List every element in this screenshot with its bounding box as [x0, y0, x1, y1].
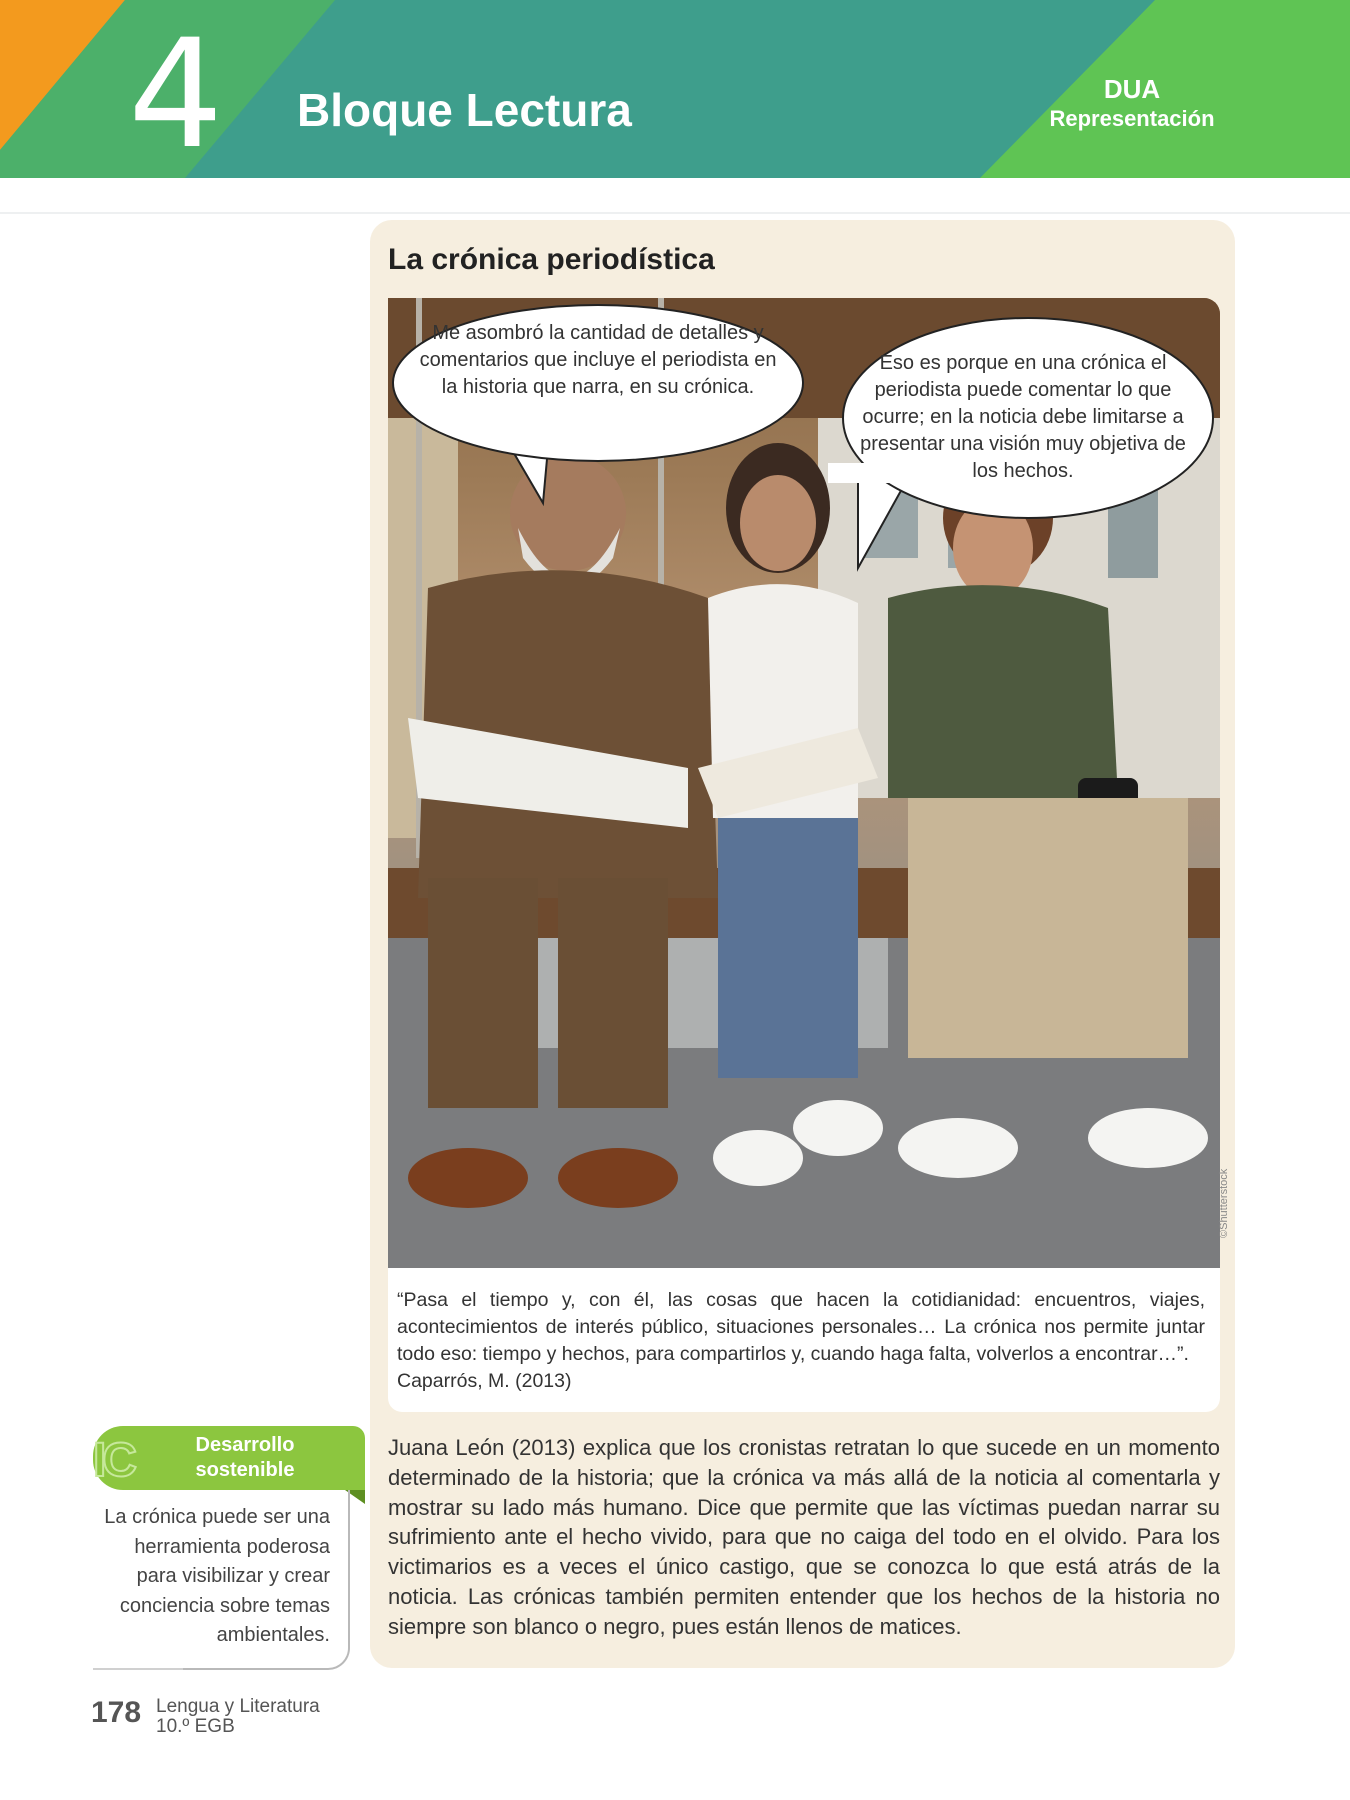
- page-number: 178: [91, 1696, 142, 1729]
- quote-author: Caparrós, M. (2013): [397, 1370, 572, 1392]
- unit-number: 4: [128, 8, 224, 178]
- speech-bubble-right-text: Eso es porque en una crónica el periodista puede comentar lo que ocurre; en la noticia debe limitarse a presentar una visión muy objetiva de los hechos.: [860, 352, 1186, 482]
- dua-badge-subtitle: Representación: [1049, 106, 1215, 131]
- sidebar-text: La crónica puede ser una herramienta poderosa para visibilizar y crear conciencia sobre temas ambientales.: [104, 1506, 330, 1646]
- footer-grade: 10.º EGB: [156, 1716, 235, 1737]
- unit-header: [0, 0, 1350, 178]
- section-title: La crónica periodística: [388, 243, 715, 276]
- body-paragraph: Juana León (2013) explica que los cronistas retratan lo que sucede en un momento determinado de la historia; que la crónica va más allá de la noticia al comentarla y mostrar su lado más humano. Dice que permite que las víctimas puedan narrar su sufrimiento ante el hecho vivido, para que no caiga del todo en el olvido. Para los victimarios es a veces el único castigo, que se conozca lo que está atrás de la noticia. Las crónicas también permiten entender que los hechos de la historia no siempre son blanco o negro, pues están llenos de matices.: [388, 1435, 1220, 1639]
- unit-title: Bloque Lectura: [297, 84, 632, 136]
- sidebar-bottom-rule: [93, 1668, 183, 1670]
- header-divider: [0, 212, 1350, 214]
- footer-subject: Lengua y Literatura: [156, 1696, 320, 1717]
- illustration-bus-readers: [388, 298, 1220, 1268]
- dua-badge-title: DUA: [1103, 74, 1161, 104]
- speech-bubble-left-text: Me asombró la cantidad de detalles y comentarios que incluye el periodista en la historia que narra, en su crónica.: [419, 322, 777, 398]
- quote-text: “Pasa el tiempo y, con él, las cosas que hacen la cotidianidad: encuentros, viajes, acontecimientos de interés público, situaciones personales… La crónica nos permite juntar todo eso: tiempo y hechos, para compartirlos y, cuando haga falta, volverlos a encontrar…”.: [397, 1289, 1205, 1365]
- image-credit: ©Shutterstock: [1218, 1168, 1230, 1238]
- sidebar-ic-logo-icon: IC: [93, 1434, 133, 1487]
- sidebar-title: Desarrollo sostenible: [195, 1434, 295, 1481]
